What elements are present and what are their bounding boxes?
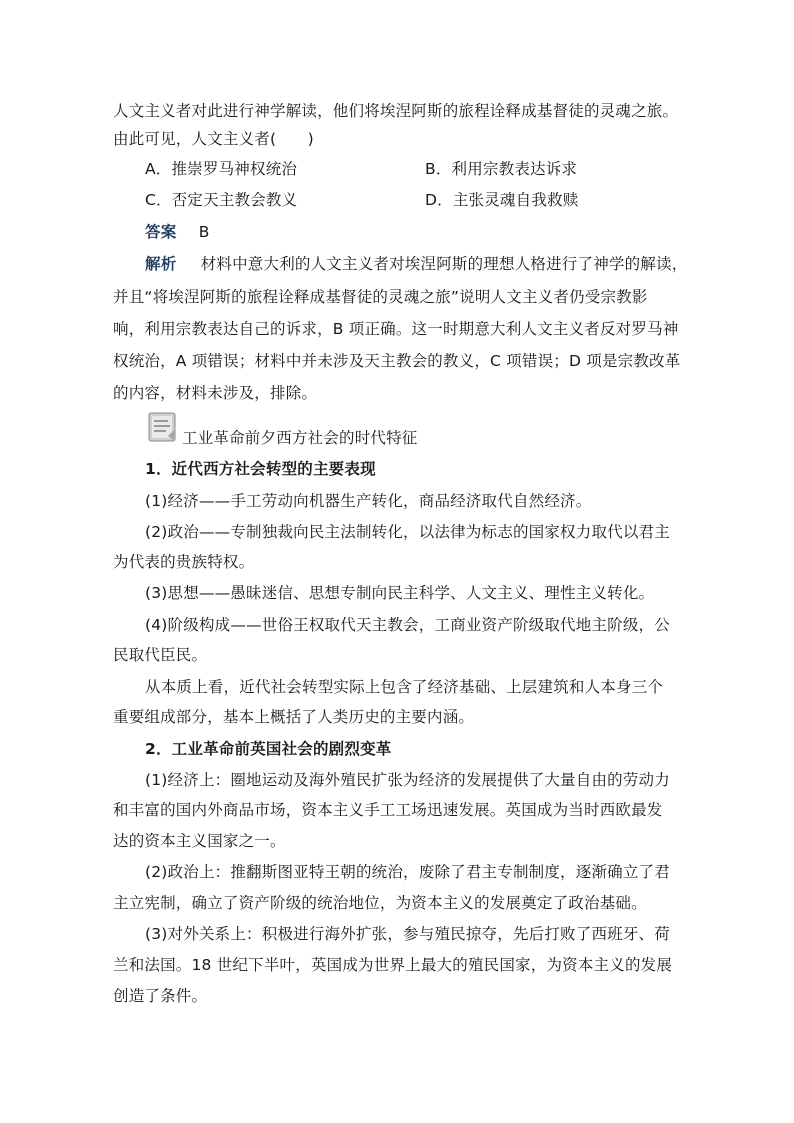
analysis-line-2: 并且“将埃涅阿斯的旅程诠释成基督徒的灵魂之旅”说明人文主义者仍受宗教影: [113, 288, 648, 306]
section-title: 工业革命前夕西方社会的时代特征: [182, 429, 418, 447]
point-3-thought: (3)思想——愚昧迷信、思想专制向民主科学、人文主义、理性主义转化。: [145, 584, 655, 602]
britain-foreign-line-1: (3)对外关系上：积极进行海外扩张，参与殖民掠夺，先后打败了西班牙、荷: [145, 925, 670, 943]
britain-economy-line-1: (1)经济上：圈地运动及海外殖民扩张为经济的发展提供了大量自由的劳动力: [145, 771, 670, 789]
option-a: A．推崇罗马神权统治: [145, 160, 298, 178]
summary-line-1: 从本质上看，近代社会转型实际上包含了经济基础、上层建筑和人本身三个: [145, 678, 664, 696]
britain-politics-line-2: 主立宪制，确立了资产阶级的统治地位，为资本主义的发展奠定了政治基础。: [113, 894, 647, 912]
britain-economy-line-2: 和丰富的国内外商品市场，资本主义手工工场迅速发展。英国成为当时西欧最发: [113, 801, 663, 819]
heading-1: 1．近代西方社会转型的主要表现: [145, 460, 376, 478]
summary-line-2: 重要组成部分，基本上概括了人类历史的主要内涵。: [113, 708, 475, 726]
point-1-economy: (1)经济——手工劳动向机器生产转化，商品经济取代自然经济。: [145, 492, 592, 510]
analysis-label: 解析: [145, 255, 177, 273]
point-4-class-line-1: (4)阶级构成——世俗王权取代天主教会，工商业资产阶级取代地主阶级，公: [145, 616, 670, 634]
option-c: C．否定天主教会教义: [145, 191, 298, 209]
option-b: B．利用宗教表达诉求: [425, 160, 578, 178]
britain-foreign-line-3: 创造了条件。: [113, 987, 208, 1005]
answer-row: [145, 221, 210, 243]
britain-foreign-line-2: 兰和法国。18 世纪下半叶，英国成为世界上最大的殖民国家，为资本主义的发展: [113, 956, 673, 974]
answer-label: 答案: [145, 223, 177, 241]
britain-politics-line-1: (2)政治上：推翻斯图亚特王朝的统治，废除了君主专制制度，逐渐确立了君: [145, 863, 670, 881]
analysis-text-1: 材料中意大利的人文主义者对埃涅阿斯的理想人格进行了神学的解读，: [200, 255, 688, 273]
analysis-line-1: [145, 253, 687, 275]
analysis-line-5: 的内容，材料未涉及，排除。: [113, 384, 318, 402]
point-2-politics-line-1: (2)政治——专制独裁向民主法制转化，以法律为标志的国家权力取代以君主: [145, 523, 670, 541]
heading-2: 2．工业革命前英国社会的剧烈变革: [145, 740, 392, 758]
britain-economy-line-3: 达的资本主义国家之一。: [113, 832, 286, 850]
analysis-line-4: 权统治，A 项错误；材料中并未涉及天主教会的教义，C 项错误；D 项是宗教改革: [113, 352, 681, 370]
question-stem-line-1: 人文主义者对此进行神学解读，他们将埃涅阿斯的旅程诠释成基督徒的灵魂之旅。: [113, 102, 679, 120]
analysis-line-3: 响，利用宗教表达自己的诉求，B 项正确。这一时期意大利人文主义者反对罗马神: [113, 320, 679, 338]
point-2-politics-line-2: 为代表的贵族特权。: [113, 553, 255, 571]
point-4-class-line-2: 民取代臣民。: [113, 646, 208, 664]
option-d: D．主张灵魂自我救赎: [425, 191, 579, 209]
answer-value: B: [198, 223, 210, 241]
note-page-icon: [148, 412, 176, 442]
question-stem-line-2: 由此可见，人文主义者( ): [113, 130, 314, 148]
